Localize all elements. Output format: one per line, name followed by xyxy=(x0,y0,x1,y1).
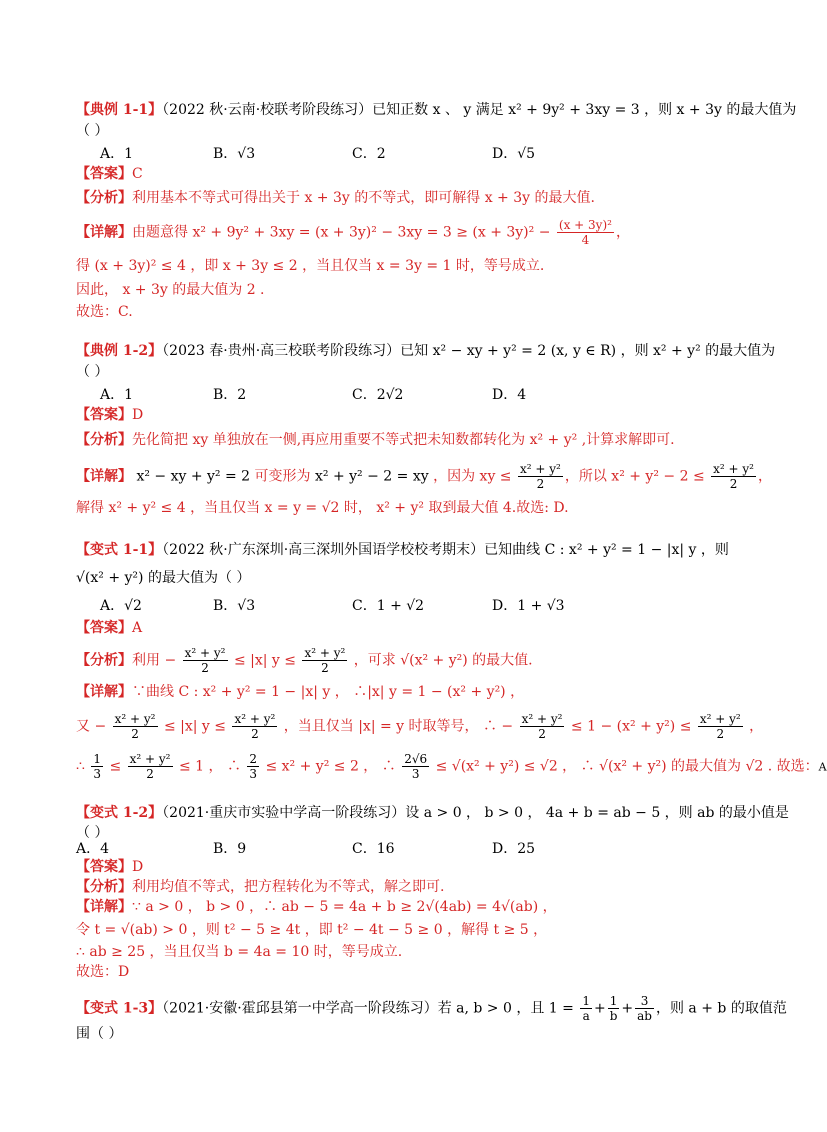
q3-detail-3a: ∴ xyxy=(76,758,90,775)
q2-fraction-2-num: x² + y² xyxy=(713,462,754,476)
q3-analysis-label: 【分析】 xyxy=(76,652,132,669)
q2-detail-fraction-2 xyxy=(711,462,756,491)
q3-source: （2022 秋·广东深圳·高三深圳外国语学校校考期末） xyxy=(162,542,485,558)
q2-detail-1b: 可变形为 xyxy=(254,468,311,485)
q3-detail-3-fraction-2 xyxy=(128,752,173,781)
q3-detail-2b: ≤ |x| y ≤ xyxy=(159,718,231,735)
q3-d3-f3-den: 3 xyxy=(249,767,258,781)
q4-detail-line-1 xyxy=(76,897,557,917)
q4-analysis: 利用均值不等式，把方程转化为不等式，解之即可. xyxy=(132,879,445,895)
q1-detail-label: 【详解】 xyxy=(76,224,132,241)
q2-detail-fraction-1 xyxy=(518,462,563,491)
q3-detail-3-fraction-1 xyxy=(91,752,103,781)
q3-d3-f4-num: 2√6 xyxy=(404,752,428,766)
q3-d2-f1-num: x² + y² xyxy=(114,712,156,726)
q5-stem-line: 【变式 1-3】（2021·安徽·霍邱县第一中学高一阶段练习）若 a, b > 0 ，且 1 = $\frac{1}{a}$ + $\frac{1}{b}$ + $\frac{3}{ab}$ ，则 a + b 的取值范 xyxy=(76,994,787,1023)
q1-fraction-den: 4 xyxy=(581,233,590,247)
q3-d3-f3-num: 2 xyxy=(249,752,258,766)
q3-d3-f2-den: 2 xyxy=(146,767,154,781)
q4-analysis-line xyxy=(76,877,444,897)
q2-detail-line-2: 解得 x² + y² ≤ 4 ，当且仅当 x = y = √2 时， x² + y² 取到最大值 4.故选: D. xyxy=(76,500,569,516)
q3-d2-f3-den: 2 xyxy=(538,727,546,741)
q3-stem-line-2: √(x² + y²) 的最大值为（ ） xyxy=(76,570,251,586)
q4-paren: （ ） xyxy=(76,825,109,841)
q3-detail-1: ∵曲线 C : x² + y² = 1 − |x| y ， ∴|x| y = 1 − (x² + y²) ， xyxy=(132,684,525,700)
q4-analysis-label: 【分析】 xyxy=(76,879,132,895)
q3-analysis-a: 利用 − xyxy=(132,652,181,669)
q3-analysis-line xyxy=(76,646,533,675)
q1-fraction-num: (x + 3y)² xyxy=(558,218,612,232)
q3-detail-line-1 xyxy=(76,682,524,702)
q3-d2-f4-num: x² + y² xyxy=(699,712,741,726)
q4-detail-line-2: 令 t = √(ab) > 0 ，则 t² − 5 ≥ 4t ，即 t² − 4t − 5 ≥ 0 ，解得 t ≥ 5 ， xyxy=(76,922,548,938)
q2-fraction-1-den: 2 xyxy=(536,477,545,491)
q3-detail-2d: ≤ 1 − (x² + y²) ≤ xyxy=(566,718,696,735)
q4-label: 【变式 1-2】 xyxy=(76,805,163,821)
q3-analysis-fraction-1 xyxy=(183,646,228,675)
q4-detail-line-4: 故选：D xyxy=(76,964,130,980)
q2-detail-1c: x² + y² − 2 = xy xyxy=(310,468,434,485)
q3-detail-2-fraction-2 xyxy=(232,712,277,741)
q3-d3-f1-den: 3 xyxy=(93,767,101,781)
q2-detail-label: 【详解】 xyxy=(76,468,132,485)
q4-answer: D xyxy=(132,859,144,875)
q1-label: 【典例 1-1】 xyxy=(76,102,163,118)
q1-option-d: D．√5 xyxy=(492,146,536,162)
q1-detail-fraction xyxy=(557,218,614,247)
q5-f1-num: 1 xyxy=(582,994,590,1008)
q1-detail-1-end: ， xyxy=(615,224,630,241)
q3-d3-f1-num: 1 xyxy=(93,752,101,766)
q3-detail-2-fraction-3 xyxy=(520,712,565,741)
q2-detail-line-1 xyxy=(76,462,772,491)
q3-analysis-fraction-2 xyxy=(302,646,347,675)
q1-option-b: B．√3 xyxy=(213,146,256,162)
q2-option-a: A．1 xyxy=(100,387,134,403)
q4-answer-label: 【答案】 xyxy=(76,859,132,875)
q2-answer-label: 【答案】 xyxy=(76,407,132,423)
q1-stem-line xyxy=(76,100,796,120)
q3-detail-3b: ≤ xyxy=(105,758,126,775)
q3-detail-3c: ≤ 1 ， ∴ xyxy=(174,758,246,775)
q4-option-b: B．9 xyxy=(213,841,247,857)
q3-detail-2e: ， xyxy=(744,718,764,735)
q2-option-d: D．4 xyxy=(492,387,527,403)
q3-analysis-f1-num: x² + y² xyxy=(184,646,226,660)
q3-d3-f4-den: 3 xyxy=(411,767,420,781)
q3-analysis-c: ，可求 √(x² + y²) 的最大值. xyxy=(349,652,533,669)
q2-stem-line xyxy=(76,341,775,361)
q4-detail-label: 【详解】 xyxy=(76,899,132,915)
q3-analysis-f2-num: x² + y² xyxy=(304,646,346,660)
q3-detail-line-2 xyxy=(76,712,763,741)
q3-detail-3-fraction-4 xyxy=(402,752,429,781)
q5-stem-line-2: 围（ ） xyxy=(76,1026,123,1042)
q3-answer-line xyxy=(76,618,142,638)
q1-answer-line xyxy=(76,164,143,184)
q5-fraction-1 xyxy=(580,994,592,1023)
q5-label: 【变式 1-3】 xyxy=(76,1000,163,1017)
q4-option-a: A．4 xyxy=(76,841,110,857)
q1-source: （2022 秋·云南·校联考阶段练习） xyxy=(162,102,373,118)
q5-source: （2021·安徽·霍邱县第一中学高一阶段练习） xyxy=(162,1000,438,1017)
q2-answer: D xyxy=(132,407,144,423)
q3-analysis-f1-den: 2 xyxy=(201,661,209,675)
q1-answer: C xyxy=(132,166,143,182)
q3-option-b: B．√3 xyxy=(213,598,256,614)
q4-option-c: C．16 xyxy=(352,841,395,857)
q5-stem-b: ，则 a + b 的取值范 xyxy=(655,1000,787,1017)
q4-detail-line-3: ∴ ab ≥ 25 ，当且仅当 b = 4a = 10 时，等号成立. xyxy=(76,944,403,960)
q5-fraction-2 xyxy=(608,994,620,1023)
q3-d3-f2-num: x² + y² xyxy=(129,752,171,766)
q3-detail-3-choice: A xyxy=(818,760,827,774)
q3-d2-f2-den: 2 xyxy=(251,727,259,741)
q3-answer-label: 【答案】 xyxy=(76,620,132,636)
q5-f3-num: 3 xyxy=(635,994,654,1009)
q1-option-a: A．1 xyxy=(100,146,134,162)
q5-fraction-3 xyxy=(635,994,654,1023)
q3-label: 【变式 1-1】 xyxy=(76,542,163,558)
q1-analysis-label: 【分析】 xyxy=(76,190,132,206)
q1-analysis: 利用基本不等式可得出关于 x + 3y 的不等式，即可解得 x + 3y 的最大值. xyxy=(132,190,595,206)
q3-detail-2-fraction-1 xyxy=(113,712,158,741)
q2-fraction-1-num: x² + y² xyxy=(519,462,561,476)
q3-detail-3e: ≤ √(x² + y²) ≤ √2 ， ∴ √(x² + y²) 的最大值为 √2 . 故选： xyxy=(431,758,819,775)
q5-stem-a: 若 a, b > 0 ，且 1 = xyxy=(437,1000,579,1017)
q1-paren: （ ） xyxy=(76,123,109,139)
q2-answer-line xyxy=(76,405,143,425)
q2-fraction-2-den: 2 xyxy=(729,477,738,491)
q2-option-b: B．2 xyxy=(213,387,247,403)
q4-detail-1: ∵ a > 0 ， b > 0 ，∴ ab − 5 = 4a + b ≥ 2√(4ab) = 4√(ab) ， xyxy=(132,899,557,915)
q2-detail-1e: ，所以 x² + y² − 2 ≤ xyxy=(564,468,710,485)
q5-f3-den: ab xyxy=(637,1009,652,1023)
q3-analysis-f2-den: 2 xyxy=(321,661,329,675)
q1-detail-line-3: 因此， x + 3y 的最大值为 2 . xyxy=(76,282,265,298)
q3-stem: 已知曲线 C : x² + y² = 1 − |x| y ，则 xyxy=(484,542,729,558)
q1-detail-line-4: 故选：C. xyxy=(76,304,133,320)
q1-option-c: C．2 xyxy=(352,146,386,162)
q3-option-a: A．√2 xyxy=(100,598,142,614)
q1-detail-1: 由题意得 x² + 9y² + 3xy = (x + 3y)² − 3xy = 3 ≥ (x + 3y)² − xyxy=(132,224,555,241)
q2-source: （2023 春·贵州·高三校联考阶段练习） xyxy=(162,343,401,359)
q3-answer: A xyxy=(132,620,143,636)
q2-option-c: C．2√2 xyxy=(352,387,404,403)
q4-stem-line xyxy=(76,803,789,823)
q3-detail-3d: ≤ x² + y² ≤ 2 ， ∴ xyxy=(261,758,401,775)
q2-stem: 已知 x² − xy + y² = 2 (x, y ∈ R) ，则 x² + y² 的最大值为 xyxy=(400,343,776,359)
q4-stem: 设 a > 0 ， b > 0 ， 4a + b = ab − 5 ，则 ab 的最小值是 xyxy=(405,805,789,821)
q2-analysis-line xyxy=(76,430,675,450)
q5-f2-den: b xyxy=(609,1009,618,1023)
q3-analysis-b: ≤ |x| y ≤ xyxy=(229,652,301,669)
q2-detail-1a: x² − xy + y² = 2 xyxy=(132,468,255,485)
q1-analysis-line xyxy=(76,188,595,208)
q1-stem: 已知正数 x 、 y 满足 x² + 9y² + 3xy = 3 ，则 x + 3y 的最大值为 xyxy=(372,102,797,118)
q5-f1-den: a xyxy=(582,1009,590,1023)
q2-detail-1-end: ， xyxy=(757,468,772,485)
q4-answer-line xyxy=(76,857,143,877)
q3-detail-label: 【详解】 xyxy=(76,684,132,700)
q2-detail-1d: ，因为 xy ≤ xyxy=(433,468,516,485)
q5-f2-num: 1 xyxy=(608,994,620,1009)
q2-label: 【典例 1-2】 xyxy=(76,343,163,359)
q2-analysis: 先化简把 xy 单独放在一侧,再应用重要不等式把未知数都转化为 x² + y² ,计算求解即可. xyxy=(132,432,675,448)
q1-answer-label: 【答案】 xyxy=(76,166,132,182)
q3-d2-f2-num: x² + y² xyxy=(234,712,276,726)
q2-paren: （ ） xyxy=(76,364,109,380)
q4-source: （2021·重庆市实验中学高一阶段练习） xyxy=(162,805,406,821)
q3-option-c: C．1 + √2 xyxy=(352,598,425,614)
q1-detail-line-2: 得 (x + 3y)² ≤ 4 ，即 x + 3y ≤ 2 ，当且仅当 x = 3y = 1 时，等号成立. xyxy=(76,258,545,274)
q3-detail-line-3 xyxy=(76,752,827,781)
q3-d2-f1-den: 2 xyxy=(131,727,139,741)
q3-detail-3-fraction-3 xyxy=(247,752,259,781)
q2-analysis-label: 【分析】 xyxy=(76,432,132,448)
q3-detail-2-fraction-4 xyxy=(698,712,743,741)
q3-stem-line xyxy=(76,540,729,560)
q1-detail-line-1 xyxy=(76,218,630,247)
q3-d2-f4-den: 2 xyxy=(716,727,725,741)
q4-option-d: D．25 xyxy=(492,841,536,857)
q3-detail-2c: ，当且仅当 |x| = y 时取等号， ∴ − xyxy=(279,718,518,735)
q3-option-d: D．1 + √3 xyxy=(492,598,565,614)
q3-detail-2a: 又 − xyxy=(76,718,111,735)
q3-d2-f3-num: x² + y² xyxy=(521,712,563,726)
